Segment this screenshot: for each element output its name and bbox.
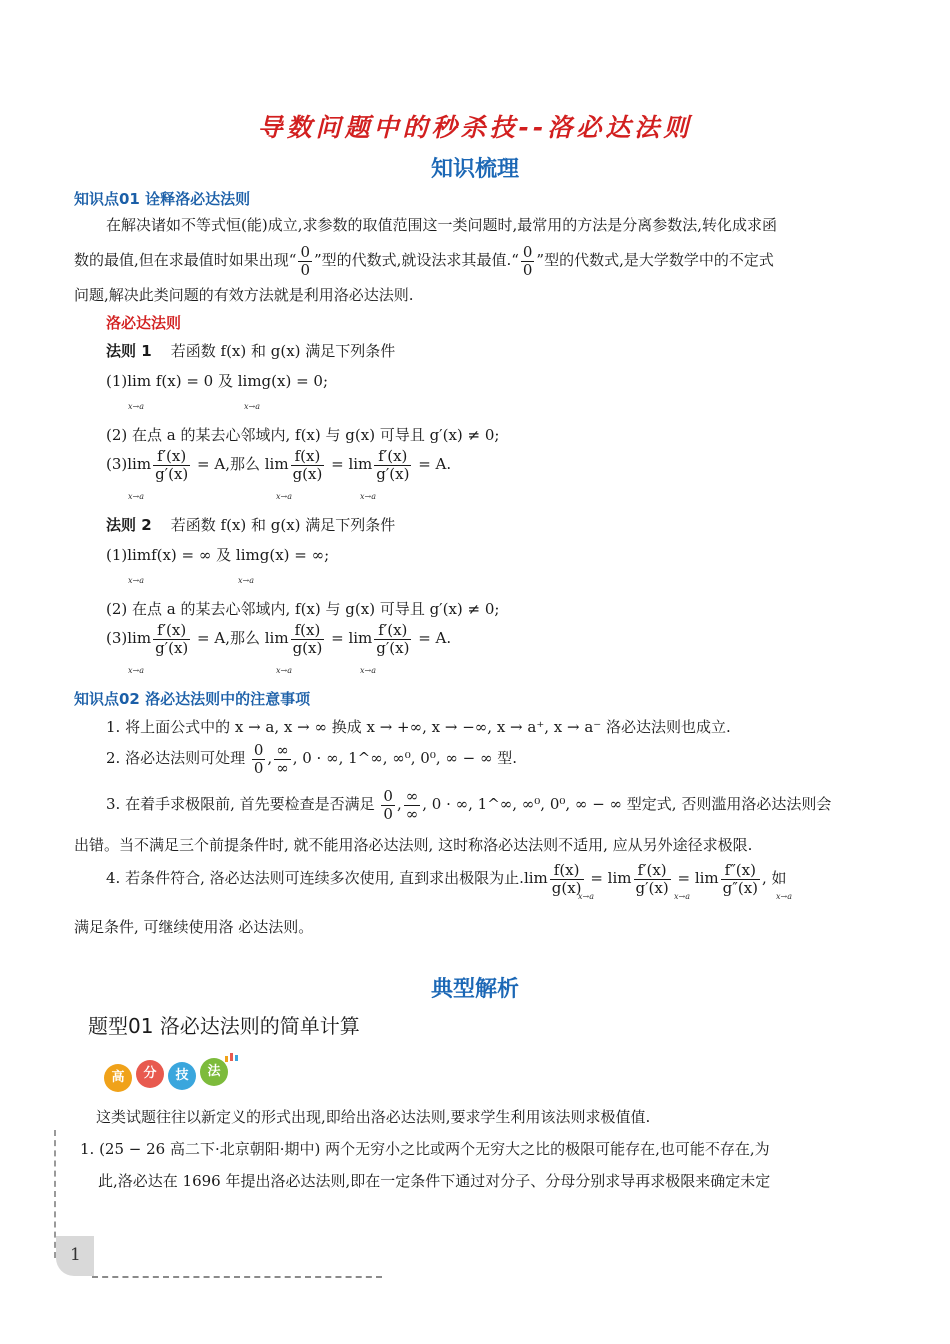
zero-over-zero: [521, 244, 535, 278]
fraction: [374, 622, 411, 656]
kp2-item1: 1. 将上面公式中的 x → a, x → ∞ 换成 x → +∞, x → −∞, x → a⁺, x → a⁻ 洛必达法则也成立.: [106, 718, 731, 736]
type01-title: 题型01 洛必达法则的简单计算: [88, 1014, 360, 1038]
frac-num: ∞: [276, 741, 289, 759]
frac-num: ∞: [405, 787, 419, 805]
fraction: [721, 862, 760, 896]
zero-over-zero: [381, 788, 395, 822]
kp2-item3-cont: 出错。当不满足三个前提条件时, 就不能用洛必达法则, 这时称洛必达法则不适用, 应从另外途径求极限.: [74, 836, 753, 854]
badge-char: 分: [136, 1060, 164, 1088]
lim-subscript: x→a: [776, 892, 792, 901]
fraction: [291, 448, 325, 482]
fraction: [550, 862, 584, 896]
c3-text: = lim: [331, 629, 373, 647]
frac-den: 0: [300, 260, 310, 279]
kp1-para-line3: 问题,解决此类问题的有效方法就是利用洛必达法则.: [74, 286, 414, 304]
c3-text: = A,那么 lim: [197, 629, 289, 647]
lim-subscript: x→a: [238, 576, 254, 585]
rule2-text: 若函数 f(x) 和 g(x) 满足下列条件: [170, 516, 396, 534]
c3-text: = lim: [331, 455, 373, 473]
item4-text: , 如: [762, 869, 787, 887]
kp1-para-line2: [74, 244, 774, 278]
lim-subscript: x→a: [360, 492, 376, 501]
lim: lim: [607, 869, 632, 887]
frac-den: g′(x): [376, 464, 410, 483]
item3-text: 3. 在着手求极限前, 首先要检查是否满足: [106, 795, 375, 813]
frac-num: 0: [522, 243, 533, 261]
item3-text: , 0 · ∞, 1^∞, ∞⁰, 0⁰, ∞ − ∞ 型定式, 否则滥用洛必达法则会: [422, 795, 832, 813]
fraction: [374, 448, 411, 482]
rule1-cond3: [106, 448, 451, 482]
eq: =: [590, 869, 603, 887]
frac-num: 0: [383, 787, 393, 805]
frac-num: f″(x): [721, 862, 760, 880]
frac-den: g′(x): [635, 878, 669, 897]
frac-den: ∞: [276, 758, 289, 777]
frac-den: 0: [522, 260, 533, 279]
kp2-item4: [106, 862, 787, 896]
badge-char: 法: [200, 1058, 228, 1086]
c3-text: = A.: [418, 455, 452, 473]
kp1-text: ”型的代数式,就设法求其最值.“: [314, 251, 519, 269]
lim-subscript: x→a: [128, 666, 144, 675]
c3-prefix: (3)lim: [106, 629, 152, 647]
badge-char: 技: [168, 1062, 196, 1090]
fraction: [153, 622, 190, 656]
section-heading-knowledge: 知识梳理: [430, 157, 519, 182]
kp1-heading: 知识点01 诠释洛必达法则: [74, 190, 251, 208]
frac-num: 0: [300, 243, 310, 261]
rule2-cond2: (2) 在点 a 的某去心邻域内, f(x) 与 g(x) 可导且 g′(x) ≠ 0;: [106, 600, 500, 618]
kp1-text: 数的最值,但在求最值时如果出现“: [74, 251, 297, 269]
c3-text: = A,那么 lim: [197, 455, 289, 473]
frac-den: g′(x): [155, 464, 189, 483]
item2-text: , 0 · ∞, 1^∞, ∞⁰, 0⁰, ∞ − ∞ 型.: [292, 749, 518, 767]
inf-over-inf: [404, 788, 421, 822]
kp1-text: ”型的代数式,是大学数学中的不定式: [536, 251, 774, 269]
c3-text: = A.: [418, 629, 452, 647]
page-number: 1: [70, 1245, 81, 1265]
lim-subscript: x→a: [244, 402, 260, 411]
type01-intro: 这类试题往往以新定义的形式出现,即给出洛必达法则,要求学生利用该法则求极值值.: [96, 1108, 651, 1126]
frac-num: f(x): [550, 862, 584, 880]
kp2-item4-cont: 满足条件, 可继续使用洛 必达法则。: [74, 918, 314, 936]
frac-den: g(x): [551, 878, 582, 897]
badge-char: 高: [104, 1064, 132, 1092]
lim-subscript: x→a: [276, 492, 292, 501]
frac-num: 0: [253, 741, 264, 759]
lim: lim: [694, 869, 719, 887]
frac-num: f′(x): [634, 862, 671, 880]
lim-subscript: x→a: [276, 666, 292, 675]
frac-num: f(x): [291, 448, 325, 466]
frac-den: g(x): [292, 638, 323, 657]
document-title: 导数问题中的秒杀技--洛必达法则: [257, 113, 693, 142]
frac-den: g″(x): [722, 878, 759, 897]
lim-subscript: x→a: [128, 576, 144, 585]
frac-den: 0: [253, 758, 264, 777]
frac-den: ∞: [405, 804, 419, 823]
rule1-label: 法则 1: [106, 342, 152, 360]
rule2-cond1: (1)limf(x) = ∞ 及 limg(x) = ∞;: [106, 546, 330, 564]
eq: =: [677, 869, 691, 887]
frac-den: g(x): [292, 464, 323, 483]
fraction: [153, 448, 190, 482]
section-heading-analysis: 典型解析: [430, 977, 519, 1002]
lim-subscript: x→a: [128, 492, 144, 501]
rule2-header: [106, 514, 395, 535]
kp1-para-line1: 在解决诸如不等式恒(能)成立,求参数的取值范围这一类问题时,最常用的方法是分离参数法,转化成求函: [106, 216, 778, 234]
inf-over-inf: [274, 742, 291, 776]
kp2-heading: 知识点02 洛必达法则中的注意事项: [74, 690, 311, 708]
footer-rule: [92, 1276, 382, 1278]
zero-over-zero: [252, 742, 266, 776]
high-score-badge: [104, 1052, 240, 1096]
problem1-line2: 此,洛必达在 1696 年提出洛必达法则,即在一定条件下通过对分子、分母分别求导再求极限来确定未定: [98, 1172, 771, 1190]
frac-num: f′(x): [153, 622, 190, 640]
lim-subscript: x→a: [674, 892, 690, 901]
item2-text: 2. 洛必达法则可处理: [106, 749, 246, 767]
zero-over-zero: [298, 244, 312, 278]
frac-num: f′(x): [153, 448, 190, 466]
frac-den: g′(x): [376, 638, 410, 657]
fraction: [291, 622, 325, 656]
rule1-header: [106, 340, 395, 361]
rule1-cond1: (1)lim f(x) = 0 及 limg(x) = 0;: [106, 372, 329, 390]
fraction: [634, 862, 671, 896]
item4-text: 4. 若条件符合, 洛必达法则可连续多次使用, 直到求出极限为止.: [106, 869, 524, 887]
lim: lim: [523, 869, 548, 887]
rules-heading: 洛必达法则: [106, 314, 182, 332]
c3-prefix: (3)lim: [106, 455, 152, 473]
frac-num: f′(x): [374, 448, 411, 466]
rule1-cond2: (2) 在点 a 的某去心邻域内, f(x) 与 g(x) 可导且 g′(x) ≠ 0;: [106, 426, 500, 444]
rule2-cond3: [106, 622, 451, 656]
sparkle-icon: [224, 1052, 240, 1064]
kp2-item3: 3. 在着手求极限前, 首先要检查是否满足 $\frac{0}{0}$ , $\frac{\infty}{\infty}$ , 0 · ∞, 1^∞, ∞⁰, 0⁰, ∞ − ∞ 型定式, 否则滥用洛必达法则会: [106, 787, 832, 823]
rule1-text: 若函数 f(x) 和 g(x) 满足下列条件: [170, 342, 396, 360]
frac-den: g′(x): [155, 638, 189, 657]
kp2-item2: 2. 洛必达法则可处理 $\frac{0}{0}$ , $\frac{\infty}{\infty}$ , 0 · ∞, 1^∞, ∞⁰, 0⁰, ∞ − ∞ 型.: [106, 741, 518, 777]
lim-subscript: x→a: [578, 892, 594, 901]
frac-num: f(x): [291, 622, 325, 640]
lim-subscript: x→a: [360, 666, 376, 675]
rule2-label: 法则 2: [106, 516, 152, 534]
lim-subscript: x→a: [128, 402, 144, 411]
problem1-line1: 1. (25 − 26 高二下·北京朝阳·期中) 两个无穷小之比或两个无穷大之比的极限可能存在,也可能不存在,为: [80, 1140, 770, 1158]
frac-den: 0: [383, 804, 393, 823]
frac-num: f′(x): [374, 622, 411, 640]
